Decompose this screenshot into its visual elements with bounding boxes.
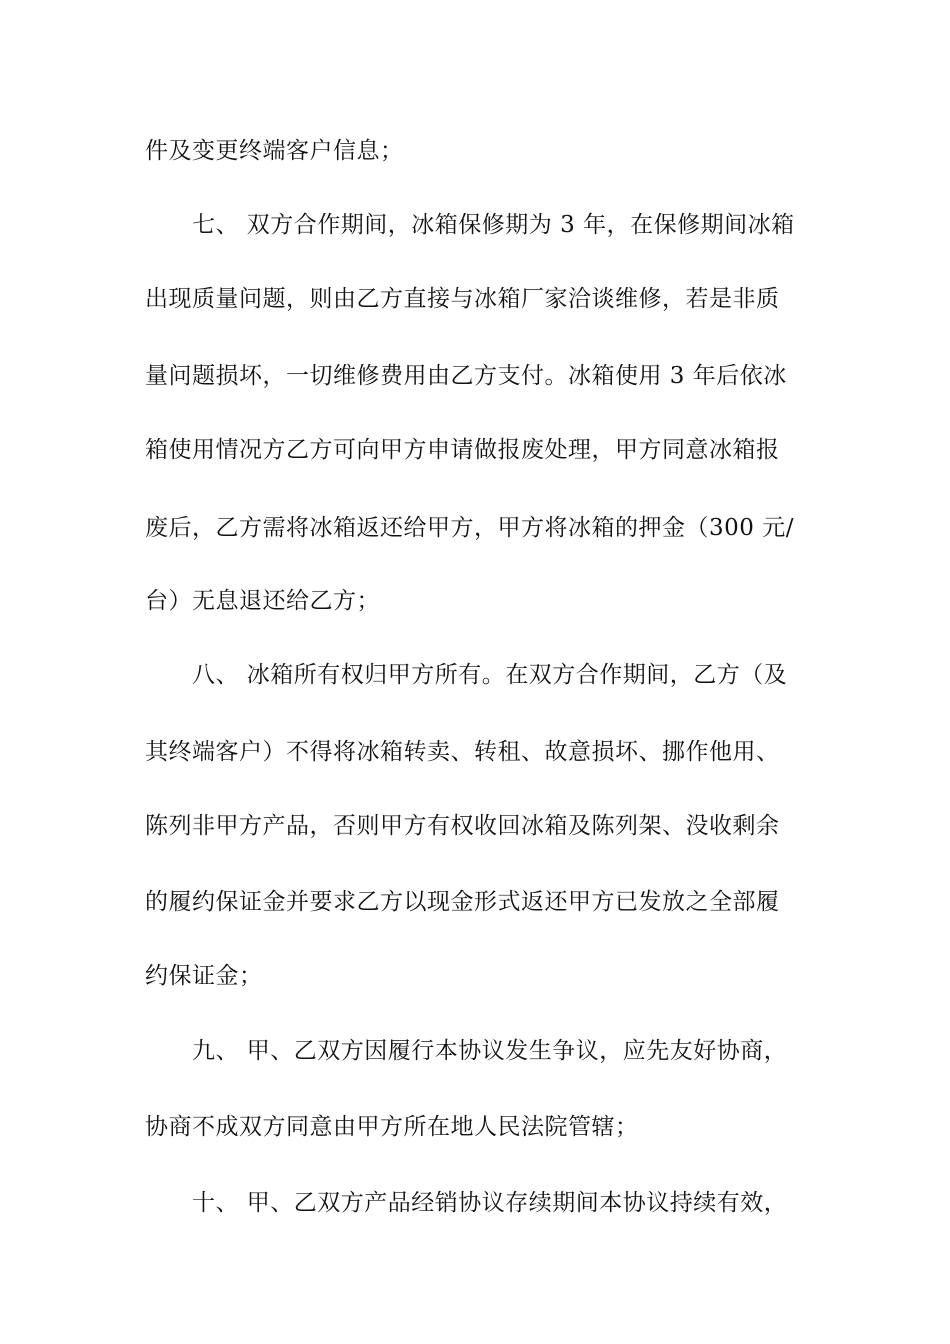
text-line: 件及变更终端客户信息；: [145, 138, 404, 164]
text-line: 的履约保证金并要求乙方以现金形式返还甲方已发放之全部履: [145, 889, 780, 915]
text-line: 其终端客户）不得将冰箱转卖、转租、故意损坏、挪作他用、: [145, 739, 780, 765]
text-line: 台）无息退还给乙方；: [145, 588, 380, 614]
clause-8-heading-line: 八、 冰箱所有权归甲方所有。在双方合作期间，乙方（及: [192, 662, 788, 688]
text-line: 出现质量问题，则由乙方直接与冰箱厂家洽谈维修，若是非质: [145, 286, 780, 312]
clause-10-heading-line: 十、 甲、乙双方产品经销协议存续期间本协议持续有效，: [192, 1190, 788, 1216]
text-line: 协商不成双方同意由甲方所在地人民法院管辖；: [145, 1114, 639, 1140]
text-line: 箱使用情况方乙方可向甲方申请做报废处理，甲方同意冰箱报: [145, 437, 780, 463]
clause-9-heading-line: 九、 甲、乙双方因履行本协议发生争议，应先友好协商，: [192, 1038, 788, 1064]
clause-7-heading-line: 七、 双方合作期间，冰箱保修期为 3 年，在保修期间冰箱: [192, 212, 795, 238]
text-line: 量问题损坏，一切维修费用由乙方支付。冰箱使用 3 年后依冰: [145, 363, 787, 389]
text-line: 约保证金；: [145, 963, 263, 989]
text-line: 陈列非甲方产品，否则甲方有权收回冰箱及陈列架、没收剩余: [145, 813, 780, 839]
text-line: 废后，乙方需将冰箱返还给甲方，甲方将冰箱的押金（300 元/: [145, 515, 794, 541]
